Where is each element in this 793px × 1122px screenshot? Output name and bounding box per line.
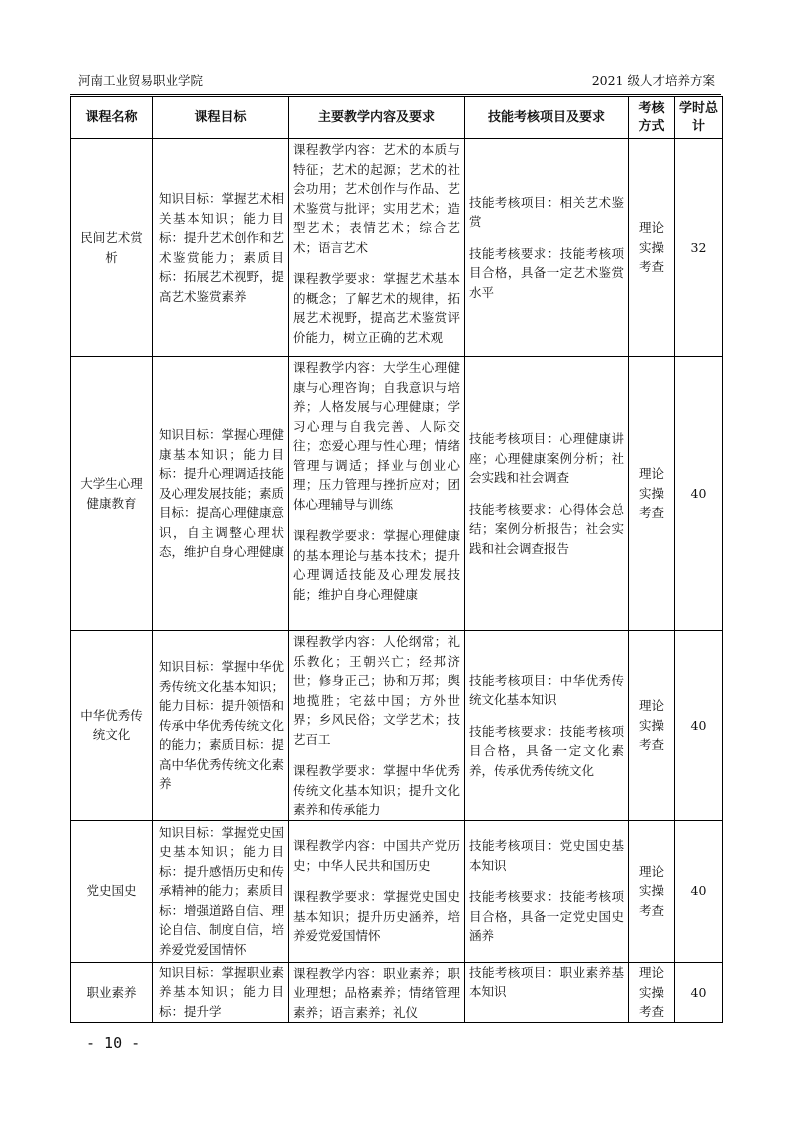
- course-name: 中华优秀传统文化: [71, 631, 153, 821]
- total-hours: 40: [675, 962, 723, 1023]
- col-header-goal: 课程目标: [153, 97, 289, 139]
- table-row: [71, 631, 723, 821]
- assessment-method: 理论实操考查: [629, 139, 675, 357]
- total-hours: 40: [675, 357, 723, 631]
- course-content: [289, 631, 465, 821]
- skill-assessment: [465, 631, 629, 821]
- skill-item-text: 技能考核项目：相关艺术鉴赏: [469, 194, 624, 230]
- assessment-method: 理论实操考查: [629, 962, 675, 1023]
- col-header-method: 考核方式: [629, 97, 675, 139]
- course-goal: 知识目标：掌握党史国史基本知识；能力目标：提升感悟历史和传承精神的能力；素质目标：增强道路自信、理论自信、制度自信，培养爱党爱国情怀: [153, 820, 289, 962]
- total-hours: 32: [675, 139, 723, 357]
- table-row: [71, 357, 723, 631]
- course-table: [70, 96, 723, 1023]
- total-hours: 40: [675, 820, 723, 962]
- col-header-name: 课程名称: [71, 97, 153, 139]
- col-header-hours: 学时总计: [675, 97, 723, 139]
- col-header-skill: 技能考核项目及要求: [465, 97, 629, 139]
- assessment-method: 理论实操考查: [629, 357, 675, 631]
- course-content: [289, 820, 465, 962]
- course-content: [289, 357, 465, 631]
- course-content: [289, 962, 465, 1023]
- total-hours: 40: [675, 631, 723, 821]
- page-header: [70, 70, 721, 95]
- course-name: 党史国史: [71, 820, 153, 962]
- course-goal: 知识目标：掌握艺术相关基本知识；能力目标：提升艺术创作和艺术鉴赏能力；素质目标：拓展艺术视野，提高艺术鉴赏素养: [153, 139, 289, 357]
- course-name: 职业素养: [71, 962, 153, 1023]
- skill-requirement-text: 技能考核要求：技能考核项目合格，具备一定党史国史涵养: [469, 889, 624, 944]
- assessment-method: 理论实操考查: [629, 631, 675, 821]
- skill-assessment: [465, 962, 629, 1023]
- requirement-text: 课程教学要求：掌握艺术基本的概念；了解艺术的规律，拓展艺术视野，提高艺术鉴赏评价能力，树立正确的艺术观: [293, 271, 460, 345]
- course-name: 大学生心理健康教育: [71, 357, 153, 631]
- requirement-text: 课程教学要求：掌握中华优秀传统文化基本知识；提升文化素养和传承能力: [293, 763, 460, 817]
- course-goal: 知识目标：掌握中华优秀传统文化基本知识；能力目标：提升领悟和传承中华优秀传统文化的能力；素质目标：提高中华优秀传统文化素养: [153, 631, 289, 821]
- content-text: 课程教学内容：人伦纲常；礼乐教化；王朝兴亡；经邦济世；修身正己；协和万邦；舆地揽胜；宅兹中国；方外世界；乡风民俗；文学艺术；技艺百工: [293, 634, 460, 747]
- course-goal: 知识目标：掌握心理健康基本知识；能力目标：提升心理调适技能及心理发展技能；素质目标：提高心理健康意识，自主调整心理状态，维护自身心理健康: [153, 357, 289, 631]
- skill-assessment: [465, 139, 629, 357]
- skill-requirement-text: 技能考核要求：技能考核项目合格，具备一定艺术鉴赏水平: [469, 245, 624, 300]
- content-text: 课程教学内容：大学生心理健康与心理咨询；自我意识与培养；人格发展与心理健康；学习心理与自我完善、人际交往；恋爱心理与性心理；情绪管理与调适；择业与创业心理；压力管理与挫折应对；团体心理辅导与训练: [293, 360, 460, 512]
- skill-assessment: [465, 820, 629, 962]
- skill-requirement-text: 技能考核要求：技能考核项目合格，具备一定文化素养，传承优秀传统文化: [469, 723, 624, 778]
- requirement-text: 课程教学要求：掌握心理健康的基本理论与基本技术；提升心理调适技能及心理发展技能；维护自身心理健康: [293, 528, 460, 602]
- school-name: 河南工业贸易职业学院: [78, 73, 204, 88]
- requirement-text: 课程教学要求：掌握党史国史基本知识；提升历史涵养，培养爱党爱国情怀: [293, 889, 460, 944]
- content-text: 课程教学内容：职业素养；职业理想；品格素养；情绪管理素养；语言素养；礼仪: [293, 965, 460, 1020]
- course-name: 民间艺术赏析: [71, 139, 153, 357]
- skill-item-text: 技能考核项目：党史国史基本知识: [469, 838, 624, 873]
- skill-item-text: 技能考核项目：职业素养基本知识: [469, 964, 624, 999]
- plan-title: 2021 级人才培养方案: [591, 73, 715, 88]
- content-text: 课程教学内容：中国共产党历史；中华人民共和国历史: [293, 838, 460, 873]
- skill-requirement-text: 技能考核要求：心得体会总结；案例分析报告；社会实践和社会调查报告: [469, 501, 624, 556]
- table-header-row: [71, 97, 723, 139]
- table-row: [71, 820, 723, 962]
- page-number: - 10 -: [86, 1034, 141, 1052]
- col-header-content: 主要教学内容及要求: [289, 97, 465, 139]
- course-content: [289, 139, 465, 357]
- course-goal: 知识目标：掌握职业素养基本知识；能力目标：提升学: [153, 962, 289, 1023]
- table-row: [71, 139, 723, 357]
- assessment-method: 理论实操考查: [629, 820, 675, 962]
- skill-item-text: 技能考核项目：中华优秀传统文化基本知识: [469, 672, 624, 707]
- skill-assessment: [465, 357, 629, 631]
- skill-item-text: 技能考核项目：心理健康讲座；心理健康案例分析；社会实践和社会调查: [469, 431, 624, 485]
- content-text: 课程教学内容：艺术的本质与特征；艺术的起源；艺术的社会功用；艺术创作与作品、艺术鉴赏与批评；实用艺术；造型艺术；表情艺术；综合艺术；语言艺术: [293, 142, 460, 255]
- table-row: [71, 962, 723, 1023]
